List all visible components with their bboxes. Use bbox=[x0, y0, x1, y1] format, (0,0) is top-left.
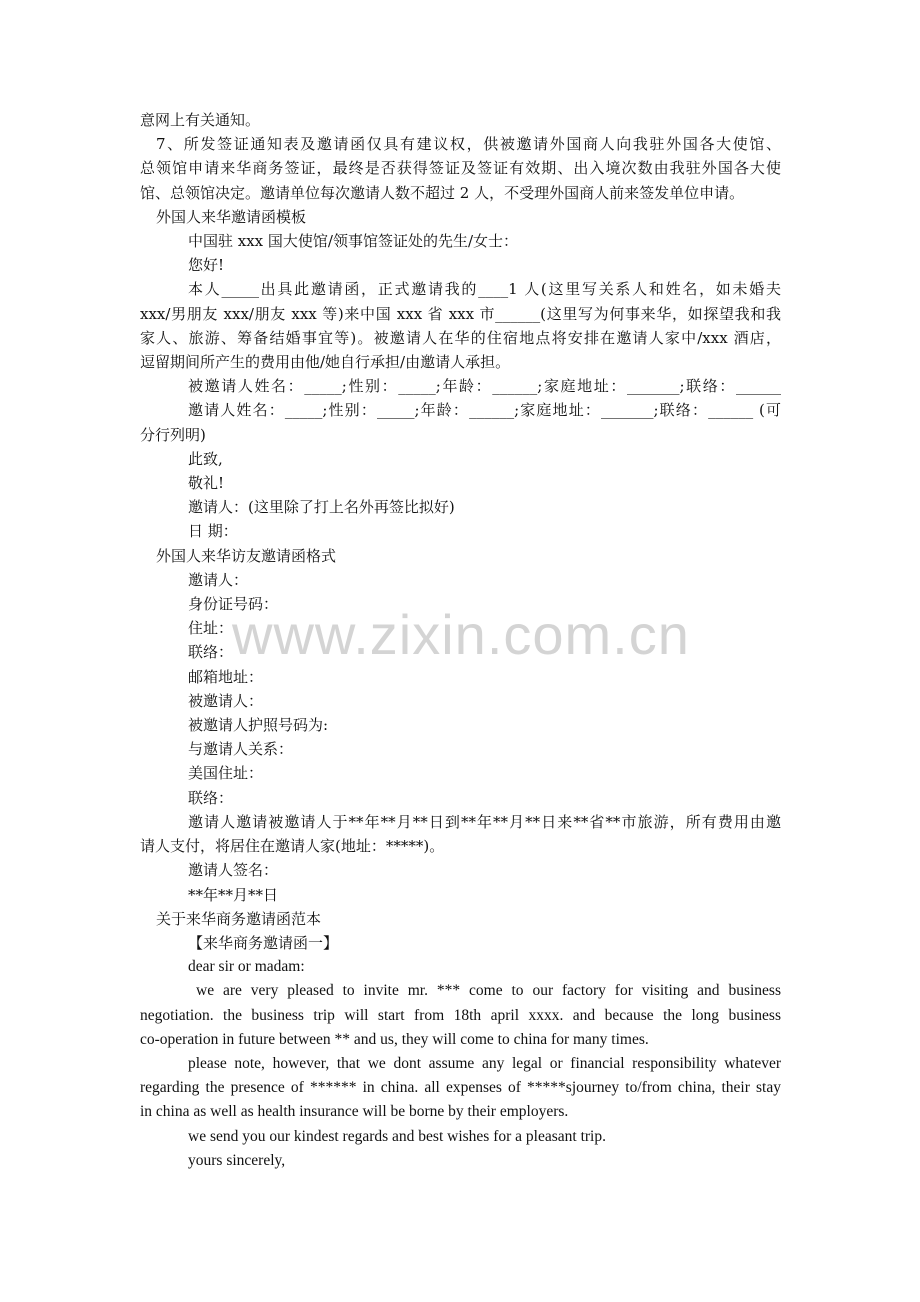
form-field-label: 住址： bbox=[188, 619, 234, 638]
english-signoff: yours sincerely, bbox=[188, 1151, 286, 1169]
visit-date: **年**月**日 bbox=[188, 885, 279, 904]
item7-line: 7、所发签证通知表及邀请函仅具有建议权，供被邀请外国商人向我驻外国各大使馆、 bbox=[156, 135, 781, 154]
form-field-label: 邀请人： bbox=[188, 570, 249, 589]
letter-signer: 邀请人：(这里除了打上名外再签比拟好) bbox=[188, 498, 455, 517]
letter-body-line: xxx/男朋友 xxx/朋友 xxx 等)来中国 xxx 省 xxx 市______(这里写为何事来华，如探望我和我 bbox=[140, 304, 781, 323]
form-field-label: 联络： bbox=[188, 643, 234, 662]
notice-end-line: 意网上有关通知。 bbox=[140, 111, 261, 129]
form-field-label: 邮箱地址： bbox=[188, 667, 264, 686]
letter-closing: 敬礼! bbox=[188, 474, 225, 493]
english-para-line: regarding the presence of ****** in china. all expenses of *****sjourney to/from china, their stay bbox=[140, 1079, 781, 1097]
item7-line: 馆、总领馆决定。邀请单位每次邀请人数不超过 2 人，不受理外国商人前来签发单位申请。 bbox=[140, 183, 745, 202]
english-para-line: co-operation in future between ** and us, they will come to china for many times. bbox=[140, 1030, 649, 1048]
letter-date: 日 期： bbox=[188, 522, 238, 541]
inviter-info-line: 分行列明) bbox=[140, 425, 206, 444]
english-regards: we send you our kindest regards and best wishes for a pleasant trip. bbox=[188, 1127, 606, 1145]
english-salutation: dear sir or madam: bbox=[188, 958, 305, 976]
form-field-label: 被邀请人： bbox=[188, 691, 264, 710]
letter-body-line: 逗留期间所产生的费用由他/她自行承担/由邀请人承担。 bbox=[140, 353, 511, 372]
letter-salutation: 中国驻 xxx 国大使馆/领事馆签证处的先生/女士： bbox=[188, 232, 519, 251]
signature-label: 邀请人签名： bbox=[188, 861, 279, 880]
letter-closing: 此致, bbox=[188, 449, 223, 468]
form-field-label: 身份证号码： bbox=[188, 595, 279, 614]
visit-body-line: 请人支付，将居住在邀请人家(地址：*****)。 bbox=[140, 837, 445, 856]
form-field-label: 美国住址： bbox=[188, 764, 264, 783]
section-heading: 关于来华商务邀请函范本 bbox=[156, 909, 322, 928]
invitee-info-line: 被邀请人姓名：_____;性别：_____;年龄：______;家庭地址：_______;联络：______ bbox=[188, 377, 781, 396]
english-para-line: we are very pleased to invite mr. *** come to our factory for visiting and business bbox=[196, 982, 781, 1000]
english-para-line: negotiation. the business trip will start from 18th april xxxx. and because the long business bbox=[140, 1006, 781, 1024]
form-field-label: 被邀请人护照号码为: bbox=[188, 716, 329, 735]
english-para-line: please note, however, that we dont assume any legal or financial responsibility whatever bbox=[188, 1054, 781, 1072]
section-heading: 外国人来华访友邀请函格式 bbox=[156, 546, 337, 565]
letter-greeting: 您好! bbox=[188, 256, 225, 275]
item7-line: 总领馆申请来华商务签证，最终是否获得签证及签证有效期、出入境次数由我驻外国各大使 bbox=[140, 159, 781, 178]
watermark: www.zixin.com.cn bbox=[232, 603, 690, 666]
form-field-label: 与邀请人关系： bbox=[188, 740, 294, 759]
section-subheading: 【来华商务邀请函一】 bbox=[188, 933, 339, 952]
visit-body-line: 邀请人邀请被邀请人于**年**月**日到**年**月**日来**省**市旅游，所有费用由邀 bbox=[188, 812, 781, 831]
form-field-label: 联络： bbox=[188, 788, 234, 807]
document-page bbox=[140, 108, 781, 1173]
inviter-info-line: 邀请人姓名：_____;性别：_____;年龄：______;家庭地址：_______;联络：______ (可 bbox=[188, 401, 781, 420]
letter-body-line: 本人_____出具此邀请函，正式邀请我的____1 人(这里写关系人和姓名，如未婚夫 bbox=[188, 280, 781, 299]
english-para-line: in china as well as health insurance will be borne by their employers. bbox=[140, 1103, 569, 1121]
section-heading: 外国人来华邀请函模板 bbox=[156, 207, 307, 226]
letter-body-line: 家人、旅游、筹备结婚事宜等)。被邀请人在华的住宿地点将安排在邀请人家中/xxx 酒店， bbox=[140, 328, 781, 347]
